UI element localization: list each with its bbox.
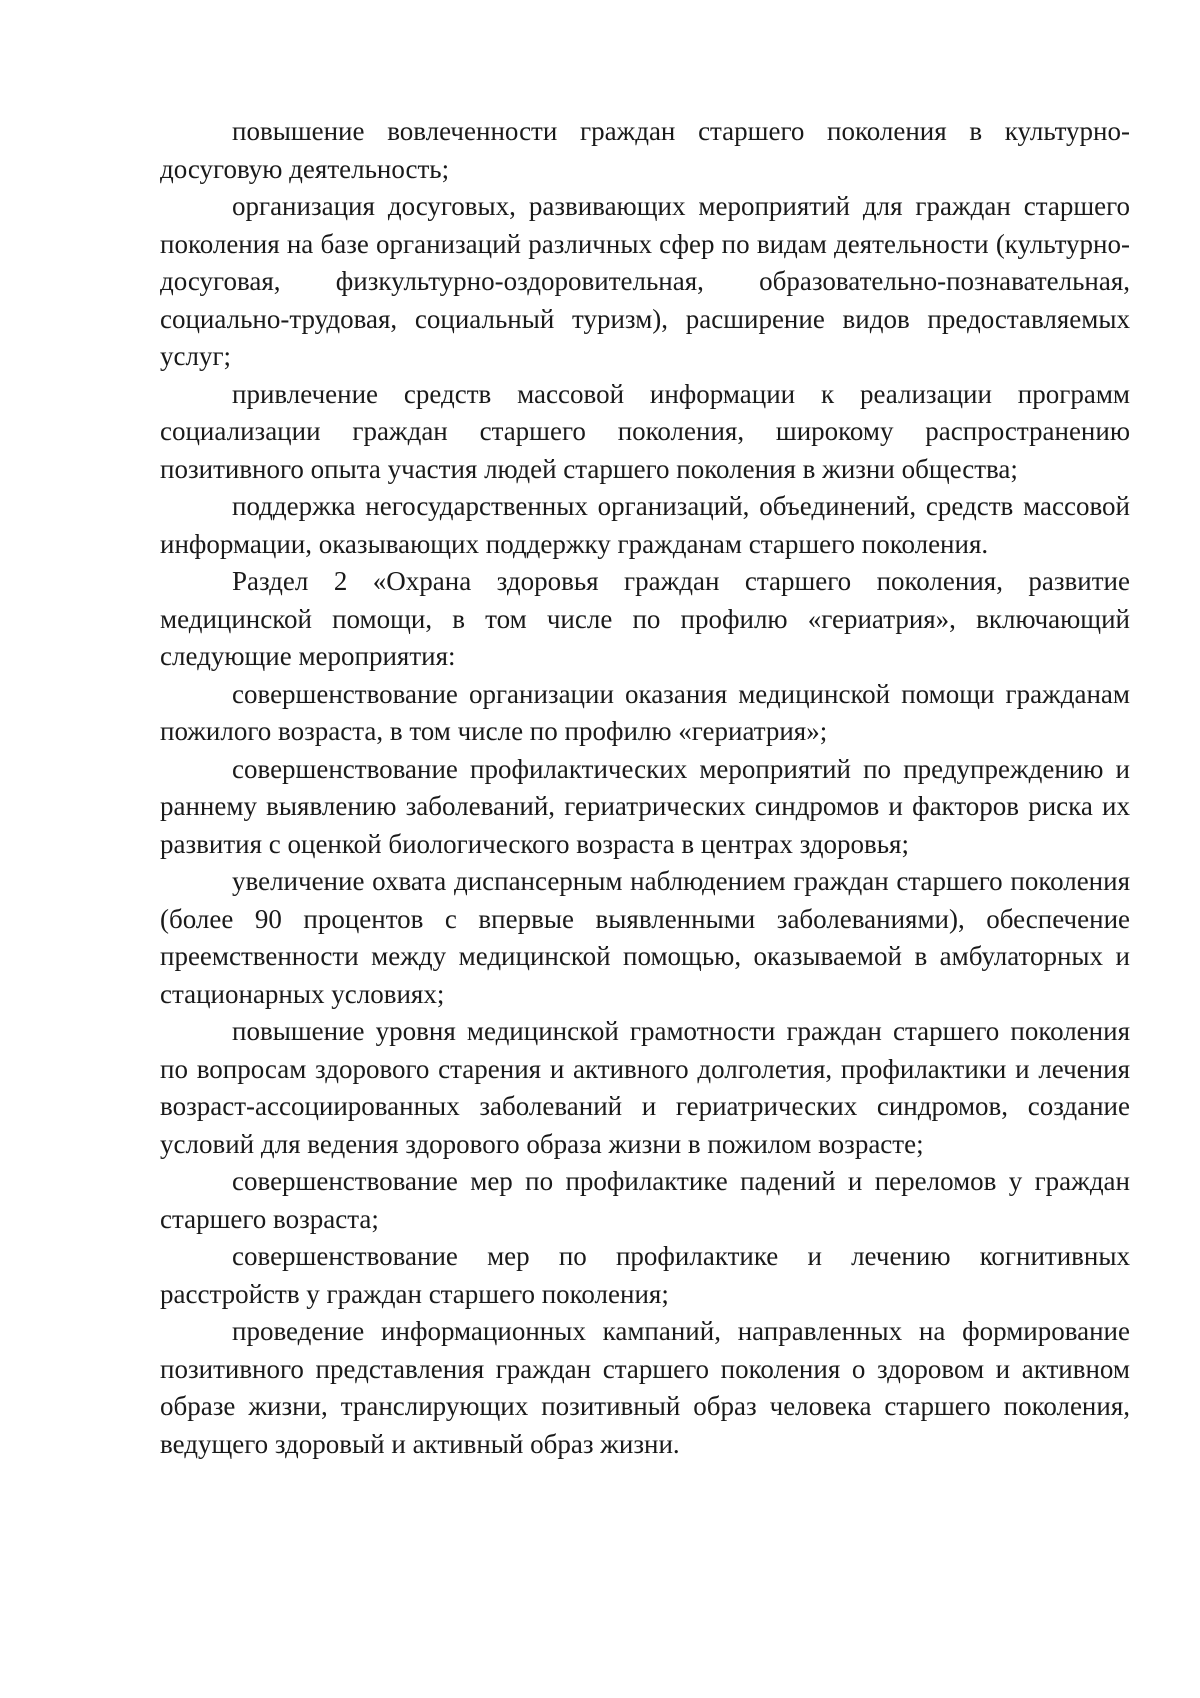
- paragraph-information-campaigns: проведение информационных кампаний, направленных на формирование позитивного представления граждан старшего поколения о здоровом и активном образе жизни, транслирующих позитивный образ человека старшего поколения, ведущего здоровый и активный образ жизни.: [160, 1316, 1130, 1459]
- paragraph-leisure-events: организация досуговых, развивающих мероприятий для граждан старшего поколения на базе организаций различных сфер по видам деятельности (культурно-досуговая, физкультурно-оздоровительная, образовательно-познавательная, социально-трудовая, социальный туризм), расширение видов предоставляемых услуг;: [160, 191, 1130, 371]
- section-2-heading: Раздел 2 «Охрана здоровья граждан старшего поколения, развитие медицинской помощи, в том числе по профилю «гериатрия», включающий следующие мероприятия:: [160, 566, 1130, 671]
- document-body: [160, 113, 1130, 1463]
- paragraph-preventive-measures: совершенствование профилактических мероприятий по предупреждению и раннему выявлению заболеваний, гериатрических синдромов и факторов риска их развития с оценкой биологического возраста в центрах здоровья;: [160, 753, 1130, 859]
- paragraph-ngo-support: поддержка негосударственных организаций, объединений, средств массовой информации, оказывающих поддержку гражданам старшего поколения.: [160, 491, 1130, 559]
- paragraph-cultural-involvement: повышение вовлеченности граждан старшего поколения в культурно-досуговую деятельность;: [160, 116, 1130, 184]
- paragraph-medical-care-organization: совершенствование организации оказания медицинской помощи гражданам пожилого возраста, в том числе по профилю «гериатрия»;: [160, 678, 1130, 746]
- paragraph-fall-prevention: совершенствование мер по профилактике падений и переломов у граждан старшего возраста;: [160, 1166, 1130, 1234]
- paragraph-cognitive-disorders: совершенствование мер по профилактике и лечению когнитивных расстройств у граждан старшего поколения;: [160, 1241, 1130, 1309]
- paragraph-mass-media: привлечение средств массовой информации к реализации программ социализации граждан старшего поколения, широкому распространению позитивного опыта участия людей старшего поколения в жизни общества;: [160, 378, 1130, 484]
- paragraph-dispensary-coverage: увеличение охвата диспансерным наблюдением граждан старшего поколения (более 90 процентов с впервые выявленными заболеваниями), обеспечение преемственности между медицинской помощью, оказываемой в амбулаторных и стационарных условиях;: [160, 866, 1130, 1009]
- paragraph-medical-literacy: повышение уровня медицинской грамотности граждан старшего поколения по вопросам здорового старения и активного долголетия, профилактики и лечения возраст-ассоциированных заболеваний и гериатрических синдромов, создание условий для ведения здорового образа жизни в пожилом возрасте;: [160, 1016, 1130, 1159]
